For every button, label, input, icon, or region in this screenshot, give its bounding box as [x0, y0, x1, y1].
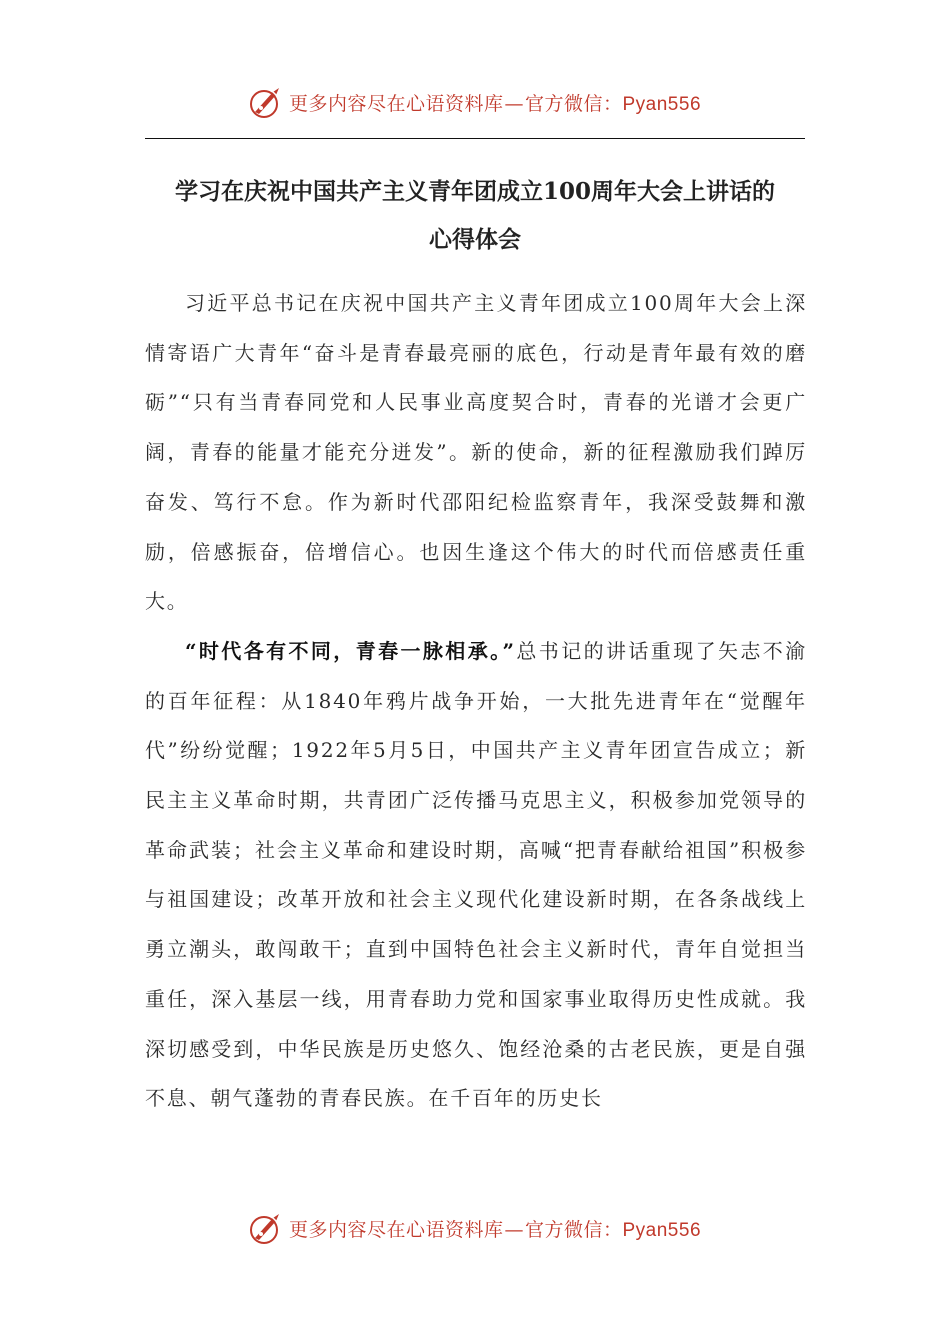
paragraph-1-text: 习近平总书记在庆祝中国共产主义青年团成立100周年大会上深情寄语广大青年“奋斗是青春最亮丽的底色，行动是青年最有效的磨砺”“只有当青春同党和人民事业高度契合时，青春的光谱才会更广阔，青春的能量才能充分迸发”。新的使命，新的征程激励我们踔厉奋发、笃行不怠。作为新时代邵阳纪检监察青年，我深受鼓舞和激励，倍感振奋，倍增信心。也因生逢这个伟大的时代而倍感责任重大。 [145, 291, 807, 614]
header-divider [145, 138, 805, 139]
watermark-separator: — [504, 92, 524, 115]
title-line-1: 学习在庆祝中国共产主义青年团成立100周年大会上讲话的 [174, 178, 775, 205]
watermark-contact-label: 官方微信： [524, 92, 623, 115]
footer-watermark-handle: Pyan556 [622, 1219, 702, 1241]
footer-watermark-slogan: 更多内容尽在心语资料库 [288, 1218, 504, 1241]
pen-nib-logo-icon [249, 1210, 285, 1246]
paragraph-1 [145, 279, 807, 627]
footer-watermark-text [289, 1215, 701, 1242]
watermark-slogan: 更多内容尽在心语资料库 [288, 92, 504, 115]
footer-watermark-separator: — [504, 1218, 524, 1241]
pen-nib-logo-icon [249, 84, 285, 120]
document-title [145, 168, 805, 264]
paragraph-2-text: 总书记的讲话重现了矢志不渝的百年征程：从1840年鸦片战争开始，一大批先进青年在“觉醒年代”纷纷觉醒；1922年5月5日，中国共产主义青年团宣告成立；新民主主义革命时期，共青团广泛传播马克思主义，积极参加党领导的革命武装；社会主义革命和建设时期，高喊“把青春献给祖国”积极参与祖国建设；改革开放和社会主义现代化建设新时期，在各条战线上勇立潮头，敢闯敢干；直到中国特色社会主义新时代，青年自觉担当重任，深入基层一线，用青春助力党和国家事业取得历史性成就。我深切感受到，中华民族是历史悠久、饱经沧桑的古老民族，更是自强不息、朝气蓬勃的青春民族。在千百年的历史长 [145, 638, 808, 1111]
title-line-2: 心得体会 [429, 226, 521, 253]
watermark-handle: Pyan556 [622, 93, 702, 115]
header-watermark [0, 80, 950, 124]
footer-watermark [0, 1206, 950, 1250]
footer-watermark-contact-label: 官方微信： [524, 1218, 623, 1241]
paragraph-2 [145, 627, 807, 1124]
watermark-text [289, 89, 701, 116]
paragraph-2-lead: “时代各有不同，青春一脉相承。” [185, 638, 516, 663]
document-body [145, 279, 807, 1124]
